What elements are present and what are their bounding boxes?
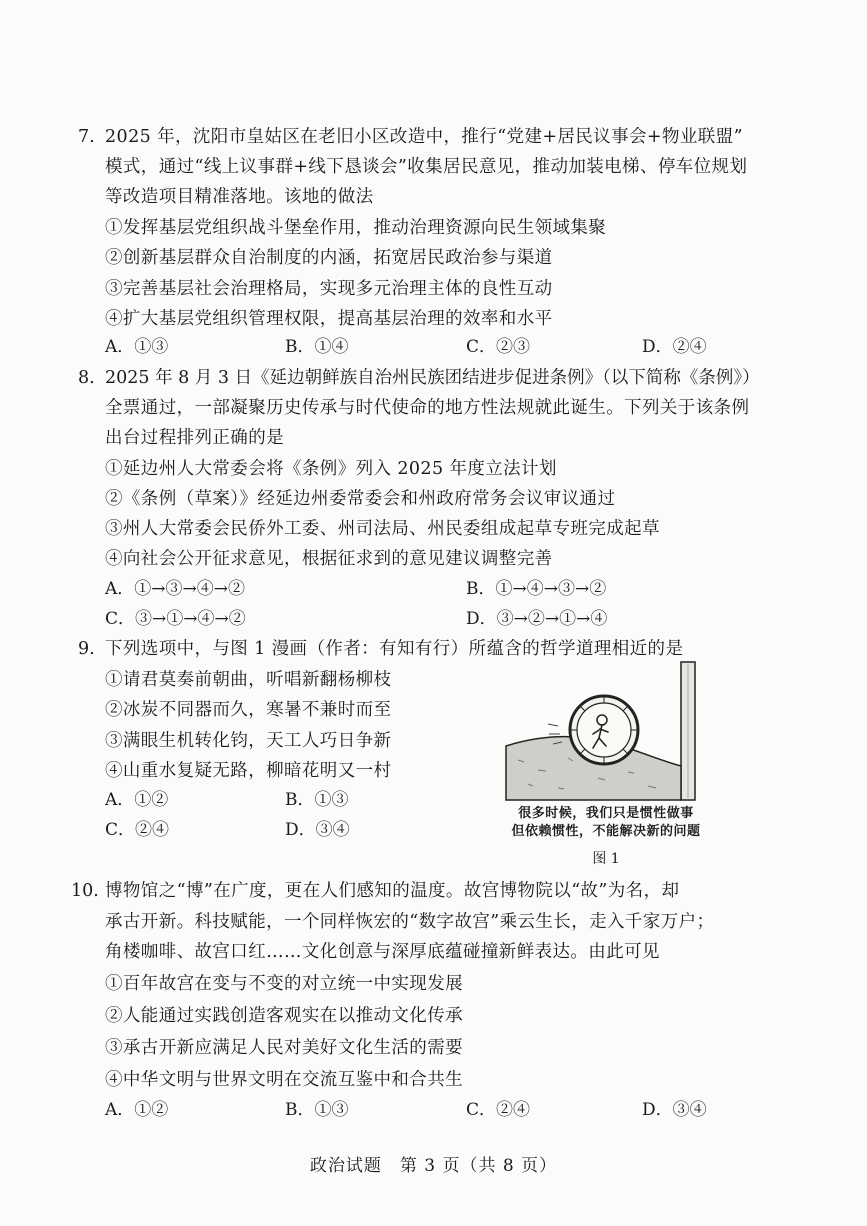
answer-option-b[interactable]: B．①③ bbox=[285, 790, 349, 810]
answer-option-a[interactable]: A．①③ bbox=[105, 337, 169, 357]
stem-line: 承古开新。科技赋能，一个同样恢宏的“数字故宫”乘云生长，走入千家万户； bbox=[105, 912, 715, 932]
statement-item: ③完善基层社会治理格局，实现多元治理主体的良性互动 bbox=[105, 279, 553, 299]
stem-line: 下列选项中，与图 1 漫画（作者：有知有行）所蕴含的哲学道理相近的是 bbox=[105, 639, 684, 659]
question-number: 10. bbox=[71, 881, 99, 901]
figure-label: 图 1 bbox=[592, 851, 620, 867]
answer-option-d[interactable]: D．③→②→①→④ bbox=[466, 609, 608, 629]
statement-item: ①请君莫奏前朝曲，听唱新翻杨柳枝 bbox=[105, 670, 392, 690]
question-number: 7. bbox=[78, 127, 95, 147]
statement-item: ①延边州人大常委会将《条例》列入 2025 年度立法计划 bbox=[105, 459, 557, 479]
stem-line: 2025 年 8 月 3 日《延边朝鲜族自治州民族团结进步促进条例》（以下简称《条例》） bbox=[105, 368, 760, 388]
hamster-wheel-illustration bbox=[498, 660, 714, 805]
stem-line: 2025 年，沈阳市皇姑区在老旧小区改造中，推行“党建+居民议事会+物业联盟” bbox=[105, 127, 743, 147]
figure-caption-line: 很多时候，我们只是惯性做事 bbox=[518, 806, 694, 821]
answer-option-c[interactable]: C．③→①→④→② bbox=[105, 609, 246, 629]
statement-item: ③满眼生机转化钧，天工人巧日争新 bbox=[105, 731, 392, 751]
figure-1-cartoon bbox=[498, 660, 710, 870]
stem-line: 模式，通过“线上议事群+线下恳谈会”收集居民意见，推动加装电梯、停车位规划 bbox=[105, 157, 748, 177]
statement-item: ②冰炭不同器而久，寒暑不兼时而至 bbox=[105, 700, 392, 720]
answer-option-d[interactable]: D．②④ bbox=[642, 337, 707, 357]
answer-option-a[interactable]: A．①② bbox=[105, 790, 169, 810]
answer-option-a[interactable]: A．①→③→④→② bbox=[105, 579, 246, 599]
answer-option-c[interactable]: C．②④ bbox=[466, 1100, 531, 1120]
statement-item: ②《条例（草案）》经延边州委常委会和州政府常务会议审议通过 bbox=[105, 489, 616, 509]
page-footer: 政治试题 第 3 页（共 8 页） bbox=[309, 1156, 558, 1176]
statement-item: ①发挥基层党组织战斗堡垒作用，推动治理资源向民生领域集聚 bbox=[105, 218, 607, 238]
statement-item: ①百年故宫在变与不变的对立统一中实现发展 bbox=[105, 974, 463, 994]
stem-line: 出台过程排列正确的是 bbox=[105, 428, 284, 448]
statement-item: ②创新基层群众自治制度的内涵，拓宽居民政治参与渠道 bbox=[105, 248, 553, 268]
stem-line: 博物馆之“博”在广度，更在人们感知的温度。故宫博物院以“故”为名，却 bbox=[105, 881, 680, 901]
answer-option-c[interactable]: C．②④ bbox=[105, 820, 170, 840]
statement-item: ③州人大常委会民侨外工委、州司法局、州民委组成起草专班完成起草 bbox=[105, 519, 660, 539]
answer-option-d[interactable]: D．③④ bbox=[642, 1100, 707, 1120]
question-number: 8. bbox=[78, 368, 95, 388]
stem-line: 全票通过，一部凝聚历史传承与时代使命的地方性法规就此诞生。下列关于该条例 bbox=[105, 398, 750, 418]
stem-line: 角楼咖啡、故宫口红……文化创意与深厚底蕴碰撞新鲜表达。由此可见 bbox=[105, 942, 660, 962]
statement-item: ④中华文明与世界文明在交流互鉴中和合共生 bbox=[105, 1070, 463, 1090]
answer-option-b[interactable]: B．①④ bbox=[285, 337, 349, 357]
statement-item: ②人能通过实践创造客观实在以推动文化传承 bbox=[105, 1006, 463, 1026]
answer-option-b[interactable]: B．①③ bbox=[285, 1100, 349, 1120]
statement-item: ④向社会公开征求意见，根据征求到的意见建议调整完善 bbox=[105, 549, 553, 569]
question-number: 9. bbox=[78, 639, 95, 659]
answer-option-a[interactable]: A．①② bbox=[105, 1100, 169, 1120]
answer-option-d[interactable]: D．③④ bbox=[285, 820, 350, 840]
statement-item: ④山重水复疑无路，柳暗花明又一村 bbox=[105, 761, 392, 781]
answer-option-c[interactable]: C．②③ bbox=[466, 337, 531, 357]
figure-caption-line: 但依赖惯性，不能解决新的问题 bbox=[511, 824, 701, 839]
statement-item: ④扩大基层党组织管理权限，提高基层治理的效率和水平 bbox=[105, 309, 553, 329]
answer-option-b[interactable]: B．①→④→③→② bbox=[466, 579, 607, 599]
statement-item: ③承古开新应满足人民对美好文化生活的需要 bbox=[105, 1038, 463, 1058]
stem-line: 等改造项目精准落地。该地的做法 bbox=[105, 187, 374, 207]
